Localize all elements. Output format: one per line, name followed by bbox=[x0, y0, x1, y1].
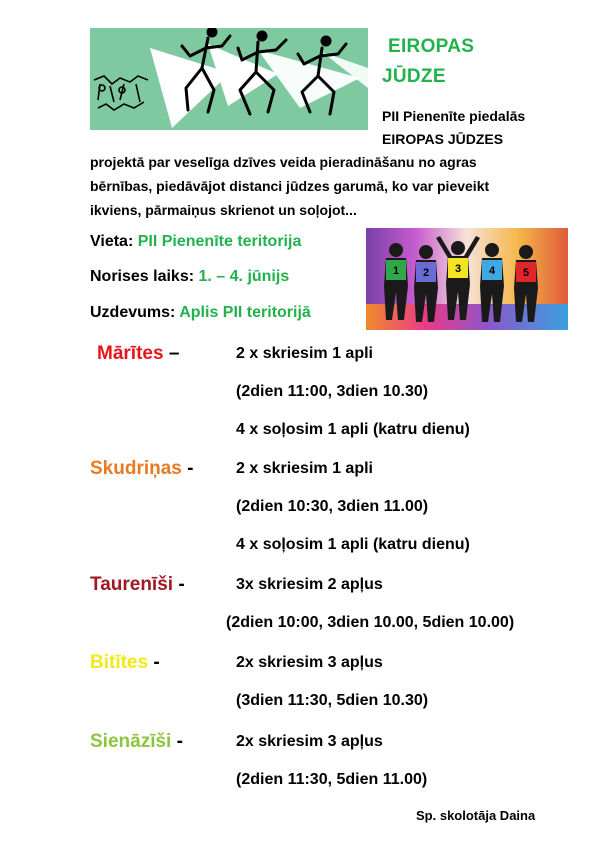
schedule-line: 2x skriesim 3 apļus bbox=[236, 733, 383, 750]
poster-title-line2: JŪDZE bbox=[382, 66, 446, 87]
schedule-line: 4 x soļosim 1 apli (katru dienu) bbox=[236, 536, 470, 553]
schedule-line: 4 x soļosim 1 apli (katru dienu) bbox=[236, 421, 470, 438]
group-separator: - bbox=[153, 652, 160, 673]
time-value: 1. – 4. jūnijs bbox=[198, 268, 290, 285]
intro-line-4: bērnības, piedāvājot distanci jūdzes garumā, ko var pieveikt bbox=[90, 178, 490, 194]
schedule-line: (2dien 11:00, 3dien 10.30) bbox=[236, 383, 429, 400]
schedule-line: (3dien 11:30, 5dien 10.30) bbox=[236, 692, 429, 709]
group-skudrinas-heading bbox=[90, 458, 193, 480]
intro-line-1: PII Pienenīte piedalās bbox=[382, 108, 526, 124]
group-maritas-heading bbox=[97, 343, 179, 365]
place-label: Vieta: bbox=[90, 233, 134, 250]
schedule-line: (2dien 10:00, 3dien 10.00, 5dien 10.00) bbox=[226, 614, 515, 631]
group-separator: – bbox=[168, 343, 180, 364]
schedule-line: (2dien 11:30, 5dien 11.00) bbox=[236, 771, 428, 788]
group-bitites-heading bbox=[90, 652, 160, 674]
runners-banner-image bbox=[90, 28, 368, 130]
runners-photo bbox=[366, 228, 568, 330]
intro-line-3: projektā par veselīga dzīves veida pieradināšanu no agras bbox=[90, 154, 477, 170]
group-name: Skudriņas bbox=[90, 458, 182, 479]
runner-number-3: 3 bbox=[454, 263, 462, 275]
place-value: PII Pienenīte teritorija bbox=[137, 233, 302, 250]
group-name: Taurenīši bbox=[90, 574, 174, 595]
time-label: Norises laiks: bbox=[90, 268, 195, 285]
time-line bbox=[90, 268, 289, 286]
schedule-line: 2x skriesim 3 apļus bbox=[236, 654, 383, 671]
task-label: Uzdevums: bbox=[90, 304, 176, 321]
group-separator: - bbox=[178, 574, 185, 595]
task-value: Aplis PII teritorijā bbox=[179, 304, 311, 321]
runner-number-2: 2 bbox=[422, 267, 430, 279]
task-line bbox=[90, 304, 311, 322]
poster-title-line1: EIROPAS bbox=[388, 36, 475, 57]
group-taurenisi-heading bbox=[90, 574, 185, 596]
signature: Sp. skolotāja Daina bbox=[416, 808, 536, 823]
intro-line-5: ikviens, pārmaiņus skrienot un soļojot... bbox=[90, 202, 357, 218]
schedule-line: (2dien 10:30, 3dien 11.00) bbox=[236, 498, 429, 515]
group-name: Bitītes bbox=[90, 652, 149, 673]
group-sienazisi-heading bbox=[90, 731, 183, 753]
group-separator: - bbox=[187, 458, 194, 479]
group-separator: - bbox=[176, 731, 183, 752]
group-name: Mārītes bbox=[97, 343, 164, 364]
schedule-line: 2 x skriesim 1 apli bbox=[236, 460, 373, 477]
runner-number-5: 5 bbox=[522, 267, 530, 279]
schedule-line: 2 x skriesim 1 apli bbox=[236, 345, 373, 362]
schedule-line: 3x skriesim 2 apļus bbox=[236, 576, 383, 593]
runner-number-1: 1 bbox=[392, 265, 400, 277]
group-name: Sienāzīši bbox=[90, 731, 172, 752]
intro-line-2: EIROPAS JŪDZES bbox=[382, 131, 504, 147]
runner-number-4: 4 bbox=[488, 265, 496, 277]
place-line bbox=[90, 233, 301, 251]
